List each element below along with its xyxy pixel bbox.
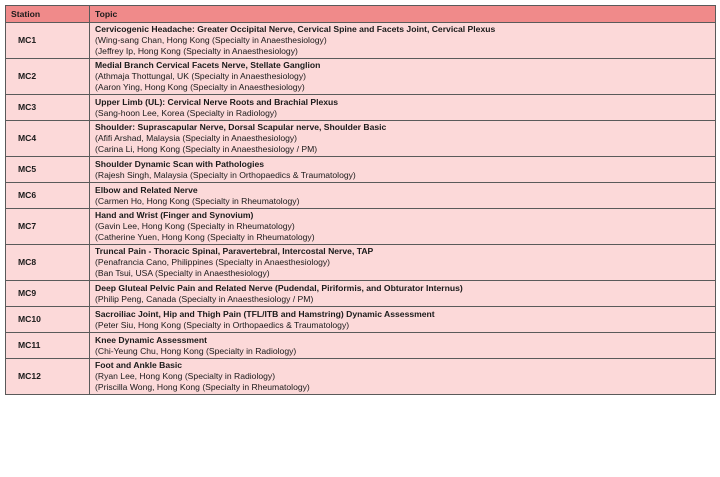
- topic-title: Cervicogenic Headache: Greater Occipital Nerve, Cervical Spine and Facets Joint, Cervical Plexus: [95, 24, 496, 34]
- table-row: [6, 245, 716, 281]
- topic-cell: [90, 281, 716, 307]
- station-cell: MC5: [6, 157, 90, 183]
- speaker-line: (Gavin Lee, Hong Kong (Specialty in Rheumatology): [95, 221, 295, 231]
- station-cell: MC1: [6, 23, 90, 59]
- table-row: [6, 95, 716, 121]
- speaker-line: (Ryan Lee, Hong Kong (Specialty in Radiology): [95, 371, 276, 381]
- topic-cell: [90, 157, 716, 183]
- table-row: [6, 359, 716, 395]
- header-row: [6, 6, 716, 23]
- header-station: Station: [6, 6, 90, 23]
- station-topic-table: [5, 5, 716, 395]
- topic-title: Deep Gluteal Pelvic Pain and Related Nerve (Pudendal, Piriformis, and Obturator Internus): [95, 282, 463, 293]
- speaker-line: (Ban Tsui, USA (Specialty in Anaesthesiology): [95, 268, 270, 278]
- topic-cell: [90, 209, 716, 245]
- topic-title: Foot and Ankle Basic: [95, 360, 183, 370]
- speaker-line: (Penafrancia Cano, Philippines (Specialty in Anaesthesiology): [95, 257, 331, 267]
- speaker-line: (Chi-Yeung Chu, Hong Kong (Specialty in Radiology): [95, 345, 297, 356]
- topic-cell: [90, 245, 716, 281]
- speaker-line: (Aaron Ying, Hong Kong (Specialty in Anaesthesiology): [95, 82, 305, 92]
- topic-title: Sacroiliac Joint, Hip and Thigh Pain (TFL/ITB and Hamstring) Dynamic Assessment: [95, 308, 435, 319]
- station-cell: MC12: [6, 359, 90, 395]
- speaker-line: (Catherine Yuen, Hong Kong (Specialty in Rheumatology): [95, 232, 315, 242]
- table-row: [6, 333, 716, 359]
- station-cell: MC10: [6, 307, 90, 333]
- station-cell: MC11: [6, 333, 90, 359]
- table-row: [6, 59, 716, 95]
- station-cell: MC4: [6, 121, 90, 157]
- speaker-line: (Carmen Ho, Hong Kong (Specialty in Rheumatology): [95, 195, 300, 206]
- topic-cell: [90, 95, 716, 121]
- table-row: [6, 23, 716, 59]
- table-row: [6, 183, 716, 209]
- table-row: [6, 157, 716, 183]
- speaker-line: (Wing-sang Chan, Hong Kong (Specialty in Anaesthesiology): [95, 35, 327, 45]
- speaker-line: (Jeffrey Ip, Hong Kong (Specialty in Anaesthesiology): [95, 46, 298, 56]
- topic-cell: [90, 307, 716, 333]
- topic-title: Truncal Pain - Thoracic Spinal, Paravertebral, Intercostal Nerve, TAP: [95, 246, 374, 256]
- topic-cell: [90, 359, 716, 395]
- speaker-line: (Priscilla Wong, Hong Kong (Specialty in Rheumatology): [95, 382, 310, 392]
- table-header: [6, 6, 716, 23]
- topic-cell: [90, 183, 716, 209]
- topic-title: Hand and Wrist (Finger and Synovium): [95, 210, 254, 220]
- topic-title: Shoulder Dynamic Scan with Pathologies: [95, 158, 265, 169]
- speaker-line: (Peter Siu, Hong Kong (Specialty in Orthopaedics & Traumatology): [95, 319, 350, 330]
- topic-cell: [90, 333, 716, 359]
- schedule-sheet: [5, 5, 715, 395]
- table-body: [6, 23, 716, 395]
- station-cell: MC7: [6, 209, 90, 245]
- table-row: [6, 281, 716, 307]
- topic-cell: [90, 23, 716, 59]
- topic-title: Shoulder: Suprascapular Nerve, Dorsal Scapular nerve, Shoulder Basic: [95, 122, 387, 132]
- station-cell: MC2: [6, 59, 90, 95]
- topic-title: Upper Limb (UL): Cervical Nerve Roots and Brachial Plexus: [95, 96, 339, 107]
- topic-cell: [90, 121, 716, 157]
- topic-cell: [90, 59, 716, 95]
- speaker-line: (Carina Li, Hong Kong (Specialty in Anaesthesiology / PM): [95, 144, 318, 154]
- speaker-line: (Rajesh Singh, Malaysia (Specialty in Orthopaedics & Traumatology): [95, 169, 356, 180]
- topic-title: Knee Dynamic Assessment: [95, 334, 207, 345]
- station-cell: MC6: [6, 183, 90, 209]
- header-topic: Topic: [90, 6, 716, 23]
- speaker-line: (Sang-hoon Lee, Korea (Specialty in Radiology): [95, 107, 278, 118]
- speaker-line: (Afifi Arshad, Malaysia (Specialty in Anaesthesiology): [95, 133, 298, 143]
- station-cell: MC9: [6, 281, 90, 307]
- speaker-line: (Philip Peng, Canada (Specialty in Anaesthesiology / PM): [95, 293, 314, 304]
- speaker-line: (Athmaja Thottungal, UK (Specialty in Anaesthesiology): [95, 71, 306, 81]
- table-row: [6, 307, 716, 333]
- topic-title: Medial Branch Cervical Facets Nerve, Stellate Ganglion: [95, 60, 321, 70]
- station-cell: MC8: [6, 245, 90, 281]
- station-cell: MC3: [6, 95, 90, 121]
- table-row: [6, 121, 716, 157]
- topic-title: Elbow and Related Nerve: [95, 184, 198, 195]
- table-row: [6, 209, 716, 245]
